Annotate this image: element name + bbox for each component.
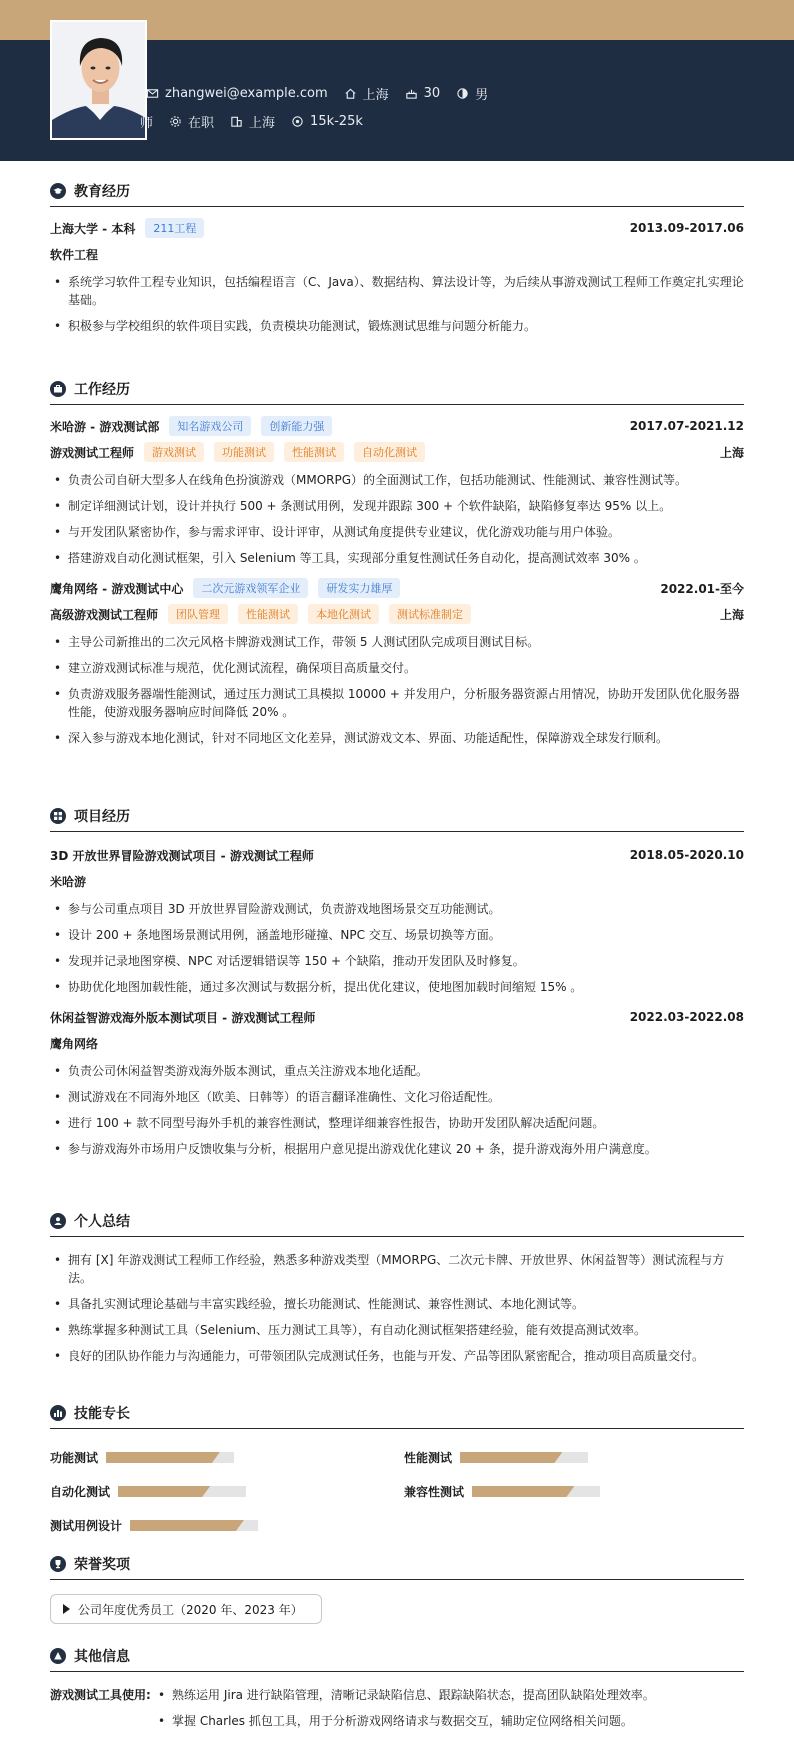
company-tag: 二次元游戏领军企业 <box>193 578 308 598</box>
role-tag: 性能测试 <box>284 442 344 462</box>
section-title: 教育经历 <box>50 180 744 207</box>
list-item: • 积极参与学校组织的软件项目实践，负责模块功能测试，锻炼测试思维与问题分析能力。 <box>50 317 744 335</box>
work-city-text: 上海 <box>249 116 276 131</box>
skill-bar-fill <box>130 1520 244 1531</box>
job-bullets <box>50 471 744 567</box>
list-item: • 参与游戏海外市场用户反馈收集与分析，根据用户意见提出游戏优化建议 20 + 条，提升游戏海外用户满意度。 <box>50 1140 744 1158</box>
award-text: 公司年度优秀员工（2020 年、2023 年） <box>78 1602 303 1617</box>
list-item: • 负责公司自研大型多人在线角色扮演游戏（MMORPG）的全面测试工作，包括功能测试、性能测试、兼容性测试等。 <box>50 471 744 489</box>
school-name: 上海大学 - 本科 <box>50 221 136 236</box>
skill-bar <box>130 1520 258 1531</box>
bar-chart-icon <box>50 1405 66 1421</box>
education-date: 2013.09-2017.06 <box>629 221 744 235</box>
job-bullets <box>50 633 744 747</box>
skill-bar-fill <box>472 1486 574 1497</box>
list-item: • 拥有 [X] 年游戏测试工程师工作经验，熟悉多种游戏类型（MMORPG、二次元卡牌、开放世界、休闲益智等）测试流程与方法。 <box>50 1251 744 1287</box>
summary-bullets <box>50 1251 744 1365</box>
role-tag: 功能测试 <box>214 442 274 462</box>
gender-icon <box>456 87 469 100</box>
skill-name: 功能测试 <box>50 1451 99 1465</box>
age-item <box>405 86 441 101</box>
home-city-item <box>344 84 389 103</box>
info-icon <box>50 1648 66 1664</box>
age-text: 30 <box>423 86 441 101</box>
trophy-icon <box>50 1556 66 1572</box>
list-item: • 深入参与游戏本地化测试，针对不同地区文化差异，测试游戏文本、界面、功能适配性，保障游戏全球发行顺利。 <box>50 729 744 747</box>
home-city-text: 上海 <box>362 88 389 103</box>
school-tag: 211工程 <box>145 218 204 238</box>
company-name: 鹰角网络 - 游戏测试中心 <box>50 581 184 596</box>
skills-section <box>50 1402 744 1532</box>
project-entry <box>50 1004 744 1158</box>
role-tag: 本地化测试 <box>308 604 379 624</box>
list-item: • 与开发团队紧密协作，参与需求评审、设计评审，从测试角度提供专业建议，优化游戏功能与用户体验。 <box>50 523 744 541</box>
salary-icon <box>291 115 304 128</box>
projects-section <box>50 805 744 1166</box>
project-org: 鹰角网络 <box>50 1036 99 1051</box>
skill-item <box>50 1517 258 1534</box>
list-item: • 协助优化地图加载性能，通过多次测试与数据分析，提出优化建议，使地图加载时间缩短 15% 。 <box>50 978 744 996</box>
list-item: • 搭建游戏自动化测试框架，引入 Selenium 等工具，实现部分重复性测试任务自动化，提高测试效率 30% 。 <box>50 549 744 567</box>
role-tag: 团队管理 <box>168 604 228 624</box>
project-bullets <box>50 900 744 996</box>
job-intent-line <box>140 112 379 131</box>
list-item: • 制定详细测试计划，设计并执行 500 + 条测试用例，发现并跟踪 300 + 个软件缺陷，缺陷修复率达 95% 以上。 <box>50 497 744 515</box>
award-item[interactable] <box>50 1594 322 1624</box>
list-item: • 熟练运用 Jira 进行缺陷管理，清晰记录缺陷信息、跟踪缺陷状态，提高团队缺陷处理效率。 <box>154 1686 744 1704</box>
education-bullets <box>50 273 744 335</box>
list-item: • 负责公司休闲益智类游戏海外版本测试，重点关注游戏本地化适配。 <box>50 1062 744 1080</box>
job-city: 上海 <box>719 607 744 622</box>
job-city: 上海 <box>719 445 744 460</box>
mail-icon <box>146 87 159 100</box>
company-tag: 创新能力强 <box>261 416 332 436</box>
list-item: • 设计 200 + 条地图场景测试用例，涵盖地形碰撞、NPC 交互、场景切换等方面。 <box>50 926 744 944</box>
list-item: • 良好的团队协作能力与沟通能力，可带领团队完成测试任务，也能与开发、产品等团队紧密配合，推动项目高质量交付。 <box>50 1347 744 1365</box>
salary-item <box>291 114 363 129</box>
list-item: • 主导公司新推出的二次元风格卡牌游戏测试工作，带领 5 人测试团队完成项目测试目标。 <box>50 633 744 651</box>
gender-item <box>456 84 488 103</box>
skill-bar <box>106 1452 234 1463</box>
section-title: 技能专长 <box>50 1402 744 1429</box>
list-item: • 负责游戏服务器端性能测试，通过压力测试工具模拟 10000 + 并发用户，分析服务器资源占用情况，协助开发团队优化服务器性能，使游戏服务器响应时间降低 20% 。 <box>50 685 744 721</box>
list-item: • 系统学习软件工程专业知识，包括编程语言（C、Java）、数据结构、算法设计等，为后续从事游戏测试工程师工作奠定扎实理论基础。 <box>50 273 744 309</box>
work-section <box>50 378 744 755</box>
list-item: • 发现并记录地图穿模、NPC 对话逻辑错误等 150 + 个缺陷，推动开发团队及时修复。 <box>50 952 744 970</box>
list-item: • 测试游戏在不同海外地区（欧美、日韩等）的语言翻译准确性、文化习俗适配性。 <box>50 1088 744 1106</box>
list-item: • 熟练掌握多种测试工具（Selenium、压力测试工具等），有自动化测试框架搭建经验，能有效提高测试效率。 <box>50 1321 744 1339</box>
other-section <box>50 1645 744 1738</box>
company-tag: 知名游戏公司 <box>169 416 251 436</box>
list-item: • 具备扎实测试理论基础与丰富实践经验，擅长功能测试、性能测试、兼容性测试、本地化测试等。 <box>50 1295 744 1313</box>
role-tag: 自动化测试 <box>354 442 425 462</box>
building-icon <box>230 115 243 128</box>
section-title: 工作经历 <box>50 378 744 405</box>
work-city-item <box>230 112 275 131</box>
job-date: 2022.01-至今 <box>660 581 744 596</box>
skill-name: 兼容性测试 <box>404 1485 465 1499</box>
cake-icon <box>405 87 418 100</box>
graduation-cap-icon <box>50 183 66 199</box>
email-text: zhangwei@example.com <box>165 86 328 101</box>
skill-bar-fill <box>460 1452 562 1463</box>
skill-name: 自动化测试 <box>50 1485 111 1499</box>
job-date: 2017.07-2021.12 <box>629 419 744 433</box>
other-bullets <box>154 1686 744 1738</box>
company-name: 米哈游 - 游戏测试部 <box>50 419 160 434</box>
skill-item <box>404 1449 588 1466</box>
other-info-row <box>50 1686 744 1738</box>
section-title: 荣誉奖项 <box>50 1553 744 1580</box>
role-tag: 游戏测试 <box>144 442 204 462</box>
skill-bar <box>472 1486 600 1497</box>
list-item: • 建立游戏测试标准与规范，优化测试流程，确保项目高质量交付。 <box>50 659 744 677</box>
caret-right-icon <box>63 1604 70 1614</box>
project-date: 2018.05-2020.10 <box>629 848 744 862</box>
section-title: 其他信息 <box>50 1645 744 1672</box>
job-role: 高级游戏测试工程师 <box>50 607 159 622</box>
honors-section <box>50 1553 744 1624</box>
company-tag: 研发实力雄厚 <box>318 578 400 598</box>
contact-line <box>146 84 504 103</box>
skill-item <box>50 1449 234 1466</box>
status-text: 在职 <box>188 116 215 131</box>
list-item: • 参与公司重点项目 3D 开放世界冒险游戏测试，负责游戏地图场景交互功能测试。 <box>50 900 744 918</box>
job-entry <box>50 575 744 747</box>
summary-section <box>50 1210 744 1373</box>
salary-text: 15k-25k <box>310 114 363 129</box>
project-bullets <box>50 1062 744 1158</box>
project-name: 3D 开放世界冒险游戏测试项目 - 游戏测试工程师 <box>50 848 314 863</box>
other-info-label: 游戏测试工具使用: <box>50 1688 151 1702</box>
skill-item <box>404 1483 600 1500</box>
job-entry <box>50 413 744 567</box>
status-gear-icon <box>169 115 182 128</box>
skill-bar <box>460 1452 588 1463</box>
grid-icon <box>50 808 66 824</box>
project-org: 米哈游 <box>50 874 87 889</box>
list-item: • 进行 100 + 款不同型号海外手机的兼容性测试，整理详细兼容性报告，协助开发团队解决适配问题。 <box>50 1114 744 1132</box>
skill-item <box>50 1483 246 1500</box>
avatar <box>50 20 147 140</box>
skill-bar-fill <box>118 1486 210 1497</box>
major: 软件工程 <box>50 247 99 262</box>
skill-bar <box>118 1486 246 1497</box>
briefcase-icon <box>50 381 66 397</box>
home-icon <box>344 87 357 100</box>
section-title: 项目经历 <box>50 805 744 832</box>
skill-bar-fill <box>106 1452 220 1463</box>
skill-name: 性能测试 <box>404 1451 453 1465</box>
role-tag: 性能测试 <box>238 604 298 624</box>
job-title-fragment: 师 <box>140 116 154 131</box>
role-tag: 测试标准制定 <box>389 604 471 624</box>
list-item: • 掌握 Charles 抓包工具，用于分析游戏网络请求与数据交互，辅助定位网络相关问题。 <box>154 1712 744 1730</box>
job-role: 游戏测试工程师 <box>50 445 135 460</box>
user-icon <box>50 1213 66 1229</box>
section-title: 个人总结 <box>50 1210 744 1237</box>
education-section <box>50 180 744 343</box>
project-name: 休闲益智游戏海外版本测试项目 - 游戏测试工程师 <box>50 1010 316 1025</box>
project-date: 2022.03-2022.08 <box>629 1010 744 1024</box>
status-item <box>169 112 214 131</box>
email-item[interactable] <box>146 86 328 101</box>
gender-text: 男 <box>475 88 489 103</box>
project-entry <box>50 842 744 996</box>
skill-name: 测试用例设计 <box>50 1519 123 1533</box>
